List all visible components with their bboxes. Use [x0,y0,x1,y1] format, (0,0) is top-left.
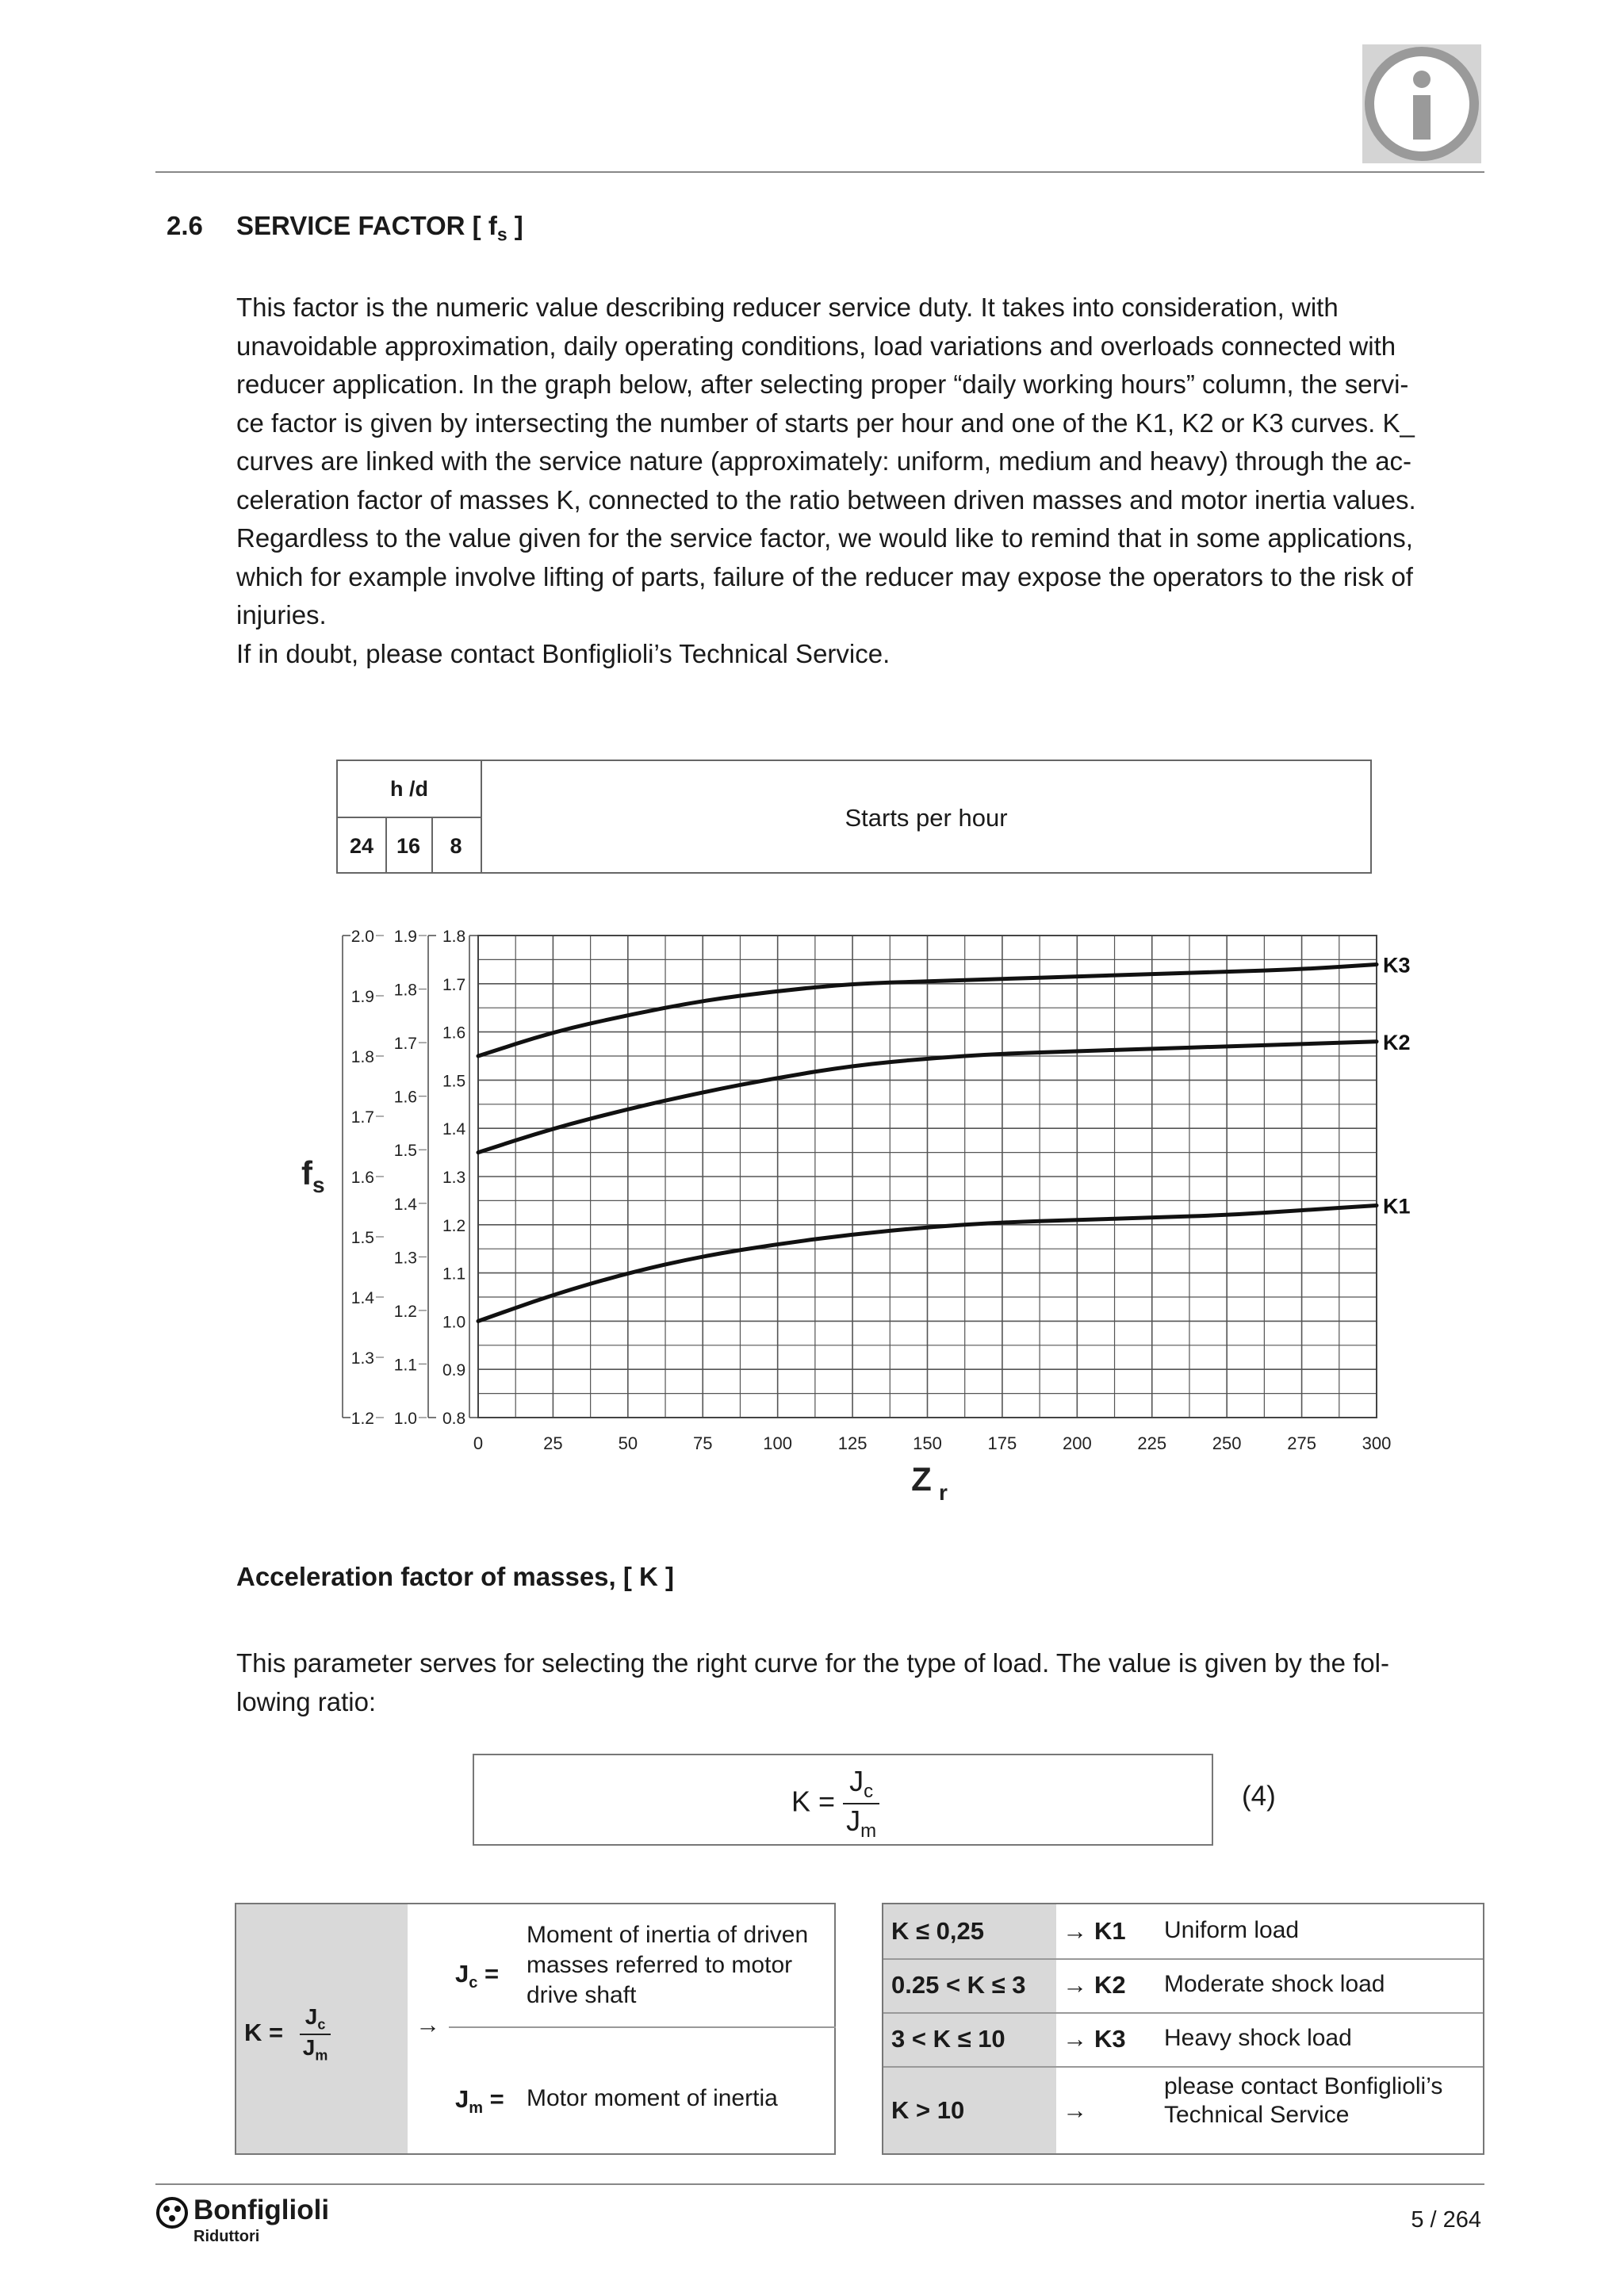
jc-label: $J_c$ = [455,1960,500,1992]
x-tick-label: 125 [837,1433,868,1453]
x-tick-label: 275 [1287,1433,1316,1453]
y-tick-label: 1.8 [350,1048,374,1066]
section-title: SERVICE FACTOR [ $f_s$ ] [236,211,523,245]
arrow-icon: → [416,2011,440,2038]
page-number: 5 / 264 [1411,2207,1481,2233]
hours-24: 24 [349,834,374,858]
table-row-cond: K ≤ 0,25 [891,1917,984,1945]
intro-line: celeration factor of masses K, connected to the ratio between driven masses and motor inertia values. [236,484,1416,515]
formula: K = $\frac{J_c}{J_m}$ [791,1765,879,1843]
y-tick-label: 1.9 [350,988,374,1006]
section-number: 2.6 [167,211,203,240]
y-tick-label: 1.7 [442,975,466,994]
y-tick-label: 1.5 [393,1142,417,1161]
table-row-curve: K1 [1094,1917,1126,1945]
x-tick-label: 0 [473,1433,484,1453]
y-tick-label: 2.0 [350,928,374,946]
y-tick-label: 1.7 [350,1108,374,1127]
formula-fraction: $\frac{J_c}{J_m}$ [843,1765,879,1843]
intro-line: Regardless to the value given for the service factor, we would like to remind that in some applications, [236,523,1413,553]
y-tick-label: 1.6 [442,1024,466,1043]
y-tick-label: 0.8 [442,1410,466,1428]
series-label-k1: K1 [1383,1194,1411,1219]
x-tick-label: 50 [618,1433,638,1453]
series-label-k3: K3 [1383,953,1411,978]
starts-per-hour-label: Starts per hour [845,804,1008,832]
table-row-desc: please contact Bonfiglioli’s Technical Service [1164,2073,1443,2128]
jm-label: $J_m$ = [455,2085,504,2118]
table-row-desc: Moderate shock load [1164,1971,1385,1997]
series-label-k2: K2 [1383,1030,1411,1054]
accel-heading: Acceleration factor of masses, [ K ] [236,1562,675,1591]
bonfiglioli-logo-icon [155,2196,189,2233]
table-row-cond: K > 10 [891,2096,965,2124]
table-row-desc: Heavy shock load [1164,2025,1352,2051]
y-tick-label: 1.2 [393,1302,417,1321]
hours-16: 16 [396,834,421,858]
arrow-icon: → [1063,2025,1087,2053]
y-axis-label-sub: s [312,1173,325,1197]
table-row-desc: Uniform load [1164,1917,1300,1943]
intro-line: reducer application. In the graph below, after selecting proper “daily working hours” column, the servi- [236,369,1409,399]
intro-line: curves are linked with the service nature (approximately: uniform, medium and heavy) through the ac- [236,446,1412,476]
jc-description: Moment of inertia of driven masses referred to motor drive shaft [527,1922,809,2008]
jm-description: Motor moment of inertia [527,2085,778,2111]
y-tick-label: 1.7 [393,1035,417,1054]
arrow-icon: → [1063,2096,1087,2124]
formula-box [473,1754,1213,1846]
y-tick-label: 1.4 [393,1195,417,1214]
x-tick-label: 300 [1362,1433,1392,1453]
y-tick-label: 0.9 [442,1361,466,1380]
intro-line: injuries. [236,600,327,629]
intro-line: ce factor is given by intersecting the number of starts per hour and one of the K1, K2 or K3 curves. K_ [236,408,1415,438]
y-tick-label: 1.1 [393,1356,417,1375]
y-tick-label: 1.0 [393,1410,417,1428]
y-tick-label: 1.3 [442,1169,466,1187]
table-row-curve: K2 [1094,1971,1126,1999]
y-tick-label: 1.6 [393,1088,417,1107]
load-class-table [882,1903,1484,2155]
y-tick-label: 1.4 [350,1289,374,1307]
x-tick-label: 150 [913,1433,942,1453]
accel-line: This parameter serves for selecting the right curve for the type of load. The value is given by the fol- [236,1648,1389,1678]
equation-number: (4) [1242,1781,1276,1812]
y-axis-label: f [301,1154,312,1192]
hours-8: 8 [450,834,462,858]
x-axis-label-sub: r [939,1480,948,1505]
arrow-icon: → [1063,1917,1087,1945]
definitions-table [235,1903,836,2155]
y-tick-label: 1.2 [350,1410,374,1428]
x-tick-label: 75 [693,1433,713,1453]
y-tick-label: 1.2 [442,1216,466,1235]
x-tick-label: 100 [763,1433,793,1453]
x-tick-label: 225 [1137,1433,1167,1453]
brand-name: Bonfiglioli [193,2195,330,2225]
intro-line: which for example involve lifting of parts, failure of the reducer may expose the operators to the risk of [236,561,1413,591]
y-tick-label: 1.6 [350,1169,374,1187]
y-tick-label: 1.5 [350,1229,374,1247]
x-tick-label: 250 [1212,1433,1242,1453]
y-tick-label: 1.9 [393,928,417,946]
table-row-cond: 0.25 < K ≤ 3 [891,1971,1026,1999]
y-tick-label: 1.4 [442,1120,466,1139]
footer-rule [155,2183,1484,2185]
table-row-cond: 3 < K ≤ 10 [891,2025,1005,2053]
x-tick-label: 25 [543,1433,563,1453]
y-tick-label: 1.5 [442,1072,466,1091]
table-row-curve: K3 [1094,2025,1126,2053]
y-tick-label: 1.3 [393,1249,417,1268]
accel-paragraph [236,1644,1489,1721]
y-tick-label: 1.8 [393,981,417,1000]
hours-per-day-label: h /d [390,777,428,801]
y-tick-label: 1.1 [442,1265,466,1284]
arrow-icon: → [1063,1971,1087,1999]
brand-subtitle: Riduttori [193,2228,260,2245]
y-tick-label: 1.0 [442,1313,466,1332]
y-tick-label: 1.3 [350,1349,374,1368]
intro-line: If in doubt, please contact Bonfiglioli’s Technical Service. [236,638,891,668]
accel-line: lowing ratio: [236,1686,377,1716]
x-tick-label: 175 [987,1433,1017,1453]
intro-line: This factor is the numeric value describing reducer service duty. It takes into consideration, with [236,293,1339,322]
y-tick-label: 1.8 [442,928,466,946]
intro-line: unavoidable approximation, daily operating conditions, load variations and overloads connected with [236,331,1396,361]
x-tick-label: 200 [1062,1433,1092,1453]
x-axis-label: Z [911,1460,932,1498]
k-definition: K = $\frac{J_c}{J_m}$ [244,2004,331,2064]
